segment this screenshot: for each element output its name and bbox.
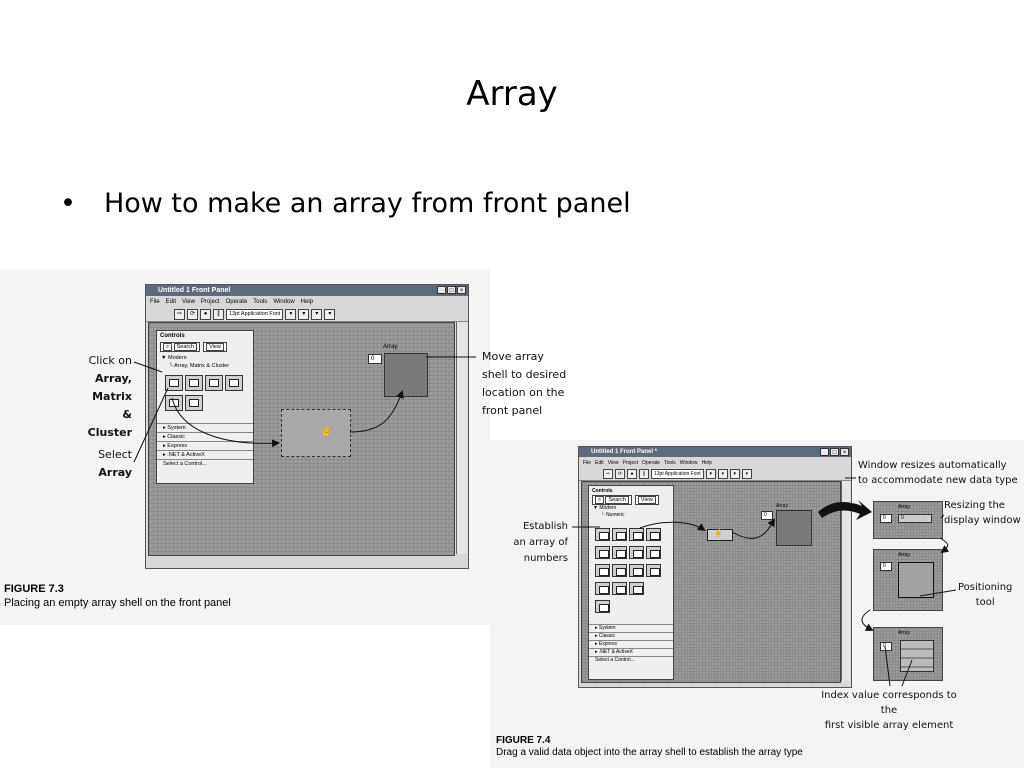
category-label: Classic	[167, 434, 186, 440]
menu-operate[interactable]: Operate	[225, 299, 248, 305]
tree-item-modern[interactable]: ▼ Modern	[593, 505, 617, 511]
annotation-line: to accommodate new data type	[858, 475, 1018, 486]
category-label: Express	[598, 641, 617, 647]
align-icon[interactable]: ▾	[706, 469, 716, 479]
palette-title: Controls	[160, 333, 185, 339]
category-express[interactable]: ▸ Express	[157, 441, 253, 450]
big-callout-arrow	[818, 500, 872, 520]
annotation-line: Resizing the	[944, 500, 1005, 511]
annotation-line: Array	[98, 466, 132, 479]
tree-root-label: Modern	[599, 505, 617, 511]
leader-positioning	[920, 590, 956, 596]
run-arrow-icon[interactable]: ⇨	[603, 469, 613, 479]
bullet-text: How to make an array from front panel	[103, 188, 631, 219]
run-arrow-icon[interactable]: ⇨	[174, 309, 185, 320]
reorder-icon[interactable]: ▾	[742, 469, 752, 479]
menu-help[interactable]: Help	[300, 299, 313, 305]
array-index-display[interactable]: 0	[761, 511, 773, 520]
slide-title: Array	[466, 74, 558, 114]
hand-cursor-icon: ☝	[320, 426, 333, 437]
menu-tools[interactable]: Tools	[664, 460, 676, 466]
menu-project[interactable]: Project	[622, 460, 638, 466]
array-label: Array	[776, 503, 788, 509]
run-continuous-icon[interactable]: ⟳	[615, 469, 625, 479]
figure-number: FIGURE 7.3	[4, 583, 64, 595]
font-selector[interactable]: 13pt Application Font	[651, 469, 704, 479]
menu-edit[interactable]: Edit	[165, 299, 177, 305]
menu-view[interactable]: View	[607, 460, 619, 466]
menu-edit[interactable]: Edit	[595, 460, 604, 466]
annotation-line: numbers	[523, 553, 568, 564]
tree-item-modern[interactable]: ▼ Modern	[161, 355, 187, 361]
menu-help[interactable]: Help	[701, 460, 712, 466]
resize-icon[interactable]: ▾	[311, 309, 322, 320]
menu-project[interactable]: Project	[200, 299, 220, 305]
minimize-button[interactable]: _	[820, 448, 829, 456]
annotation-line: location on the	[482, 386, 565, 399]
category-classic[interactable]: ▸ Classic	[589, 632, 673, 640]
maximize-button[interactable]: □	[447, 286, 456, 294]
annotation-line: Cluster	[87, 426, 132, 439]
annotation-line: Index value corresponds to the	[821, 690, 957, 716]
menu-window[interactable]: Window	[679, 460, 698, 466]
annotation-line: an array of	[513, 537, 568, 548]
array-index-display[interactable]: 0	[880, 562, 892, 571]
array-index-display[interactable]: 0	[880, 642, 892, 651]
menu-operate[interactable]: Operate	[642, 460, 661, 466]
align-icon[interactable]: ▾	[285, 309, 296, 320]
annotation-line: Matrix &	[92, 390, 132, 421]
annotation-line: first visible array element	[824, 720, 954, 731]
tree-item-numeric[interactable]: └ Numeric	[601, 512, 625, 518]
annotation-line: Select	[98, 448, 132, 461]
menu-file[interactable]: File	[583, 460, 592, 466]
array-index-display[interactable]: 0	[880, 514, 892, 523]
palette-title: Controls	[592, 488, 613, 494]
menu-view[interactable]: View	[182, 299, 195, 305]
arrow-move-shell	[350, 392, 402, 432]
array-element-display[interactable]: 0	[898, 514, 932, 523]
hand-cursor-icon: ☝	[714, 530, 723, 537]
category-system[interactable]: ▸ System	[589, 624, 673, 632]
category-classic[interactable]: ▸ Classic	[157, 432, 253, 441]
category-label: .NET & ActiveX	[167, 452, 205, 458]
annotation-line: shell to desired	[482, 368, 567, 381]
arrow-drag-shell	[172, 398, 278, 443]
close-button[interactable]: ×	[457, 286, 466, 294]
arrow-position-down	[862, 610, 872, 630]
category-label: Select a Control...	[595, 657, 635, 663]
leader-index-value-2	[902, 660, 912, 686]
category-label: Classic	[598, 633, 616, 639]
array-label: Array	[898, 504, 910, 510]
search-icon: ⌕	[163, 343, 172, 351]
category-label: System	[598, 625, 616, 631]
annotation-line: Establish	[522, 521, 568, 532]
pause-icon[interactable]: ∥	[639, 469, 649, 479]
category-express[interactable]: ▸ Express	[589, 640, 673, 648]
menu-tools[interactable]: Tools	[253, 299, 268, 305]
tree-root-label: Modern	[167, 355, 187, 361]
category-label: Express	[167, 443, 188, 449]
category-dotnet-activex[interactable]: ▸ .NET & ActiveX	[589, 648, 673, 656]
category-label: System	[167, 425, 186, 431]
annotation-line: Window resizes automatically	[858, 460, 1007, 471]
tree-item-array-matrix-cluster[interactable]: └ Array, Matrix & Cluster	[169, 363, 230, 369]
figure-caption-text: Drag a valid data object into the array shell to establish the array type	[496, 747, 803, 758]
annotation-line: Positioning	[958, 582, 1013, 593]
array-label: Array	[898, 552, 910, 558]
figure-caption-text: Placing an empty array shell on the front panel	[4, 597, 231, 609]
resize-icon[interactable]: ▾	[730, 469, 740, 479]
tree-child-label: Array, Matrix & Cluster	[174, 363, 230, 369]
annotation-line: Array,	[95, 372, 132, 385]
close-button[interactable]: ×	[840, 448, 849, 456]
search-icon: ⌕	[595, 496, 604, 504]
bullet-symbol: •	[60, 188, 76, 219]
array-label: Array	[898, 630, 910, 636]
maximize-button[interactable]: □	[830, 448, 839, 456]
abort-icon[interactable]: ●	[200, 309, 211, 320]
arrow-resize-down	[940, 538, 948, 552]
window-title: Untitled 1 Front Panel	[158, 287, 231, 294]
abort-icon[interactable]: ●	[627, 469, 637, 479]
menu-window[interactable]: Window	[273, 299, 295, 305]
category-dotnet-activex[interactable]: ▸ .NET & ActiveX	[157, 450, 253, 459]
arrow-drag-numeric	[640, 522, 704, 530]
annotation-line: Click on	[88, 354, 132, 367]
tree-child-label: Numeric	[605, 512, 625, 518]
leader-select-array	[134, 388, 168, 462]
distribute-icon[interactable]: ▾	[718, 469, 728, 479]
minimize-button[interactable]: _	[437, 286, 446, 294]
annotation-line: Move array	[482, 350, 544, 363]
category-system[interactable]: ▸ System	[157, 423, 253, 432]
leader-click-on	[134, 362, 162, 372]
leader-resizing-display	[941, 515, 944, 518]
array-index-display[interactable]: 0	[368, 354, 382, 364]
window-title: Untitled 1 Front Panel *	[591, 449, 658, 455]
pause-icon[interactable]: ∥	[213, 309, 224, 320]
view-label: View	[638, 496, 656, 504]
annotation-line: tool	[975, 597, 995, 608]
leader-index-value	[885, 646, 890, 686]
font-selector[interactable]: 13pt Application Font	[226, 309, 283, 320]
category-label: Select a Control...	[163, 461, 207, 467]
reorder-icon[interactable]: ▾	[324, 309, 335, 320]
category-label: .NET & ActiveX	[598, 649, 633, 655]
menu-file[interactable]: File	[150, 299, 160, 305]
annotation-line: display window	[944, 515, 1021, 526]
distribute-icon[interactable]: ▾	[298, 309, 309, 320]
search-label: Search	[174, 343, 197, 351]
search-label: Search	[605, 496, 628, 504]
array-label: Array	[383, 344, 398, 350]
figure-number: FIGURE 7.4	[496, 735, 551, 746]
annotation-line: front panel	[482, 404, 543, 417]
arrow-into-shell	[732, 520, 774, 538]
run-continuous-icon[interactable]: ⟳	[187, 309, 198, 320]
view-label: View	[206, 343, 224, 351]
